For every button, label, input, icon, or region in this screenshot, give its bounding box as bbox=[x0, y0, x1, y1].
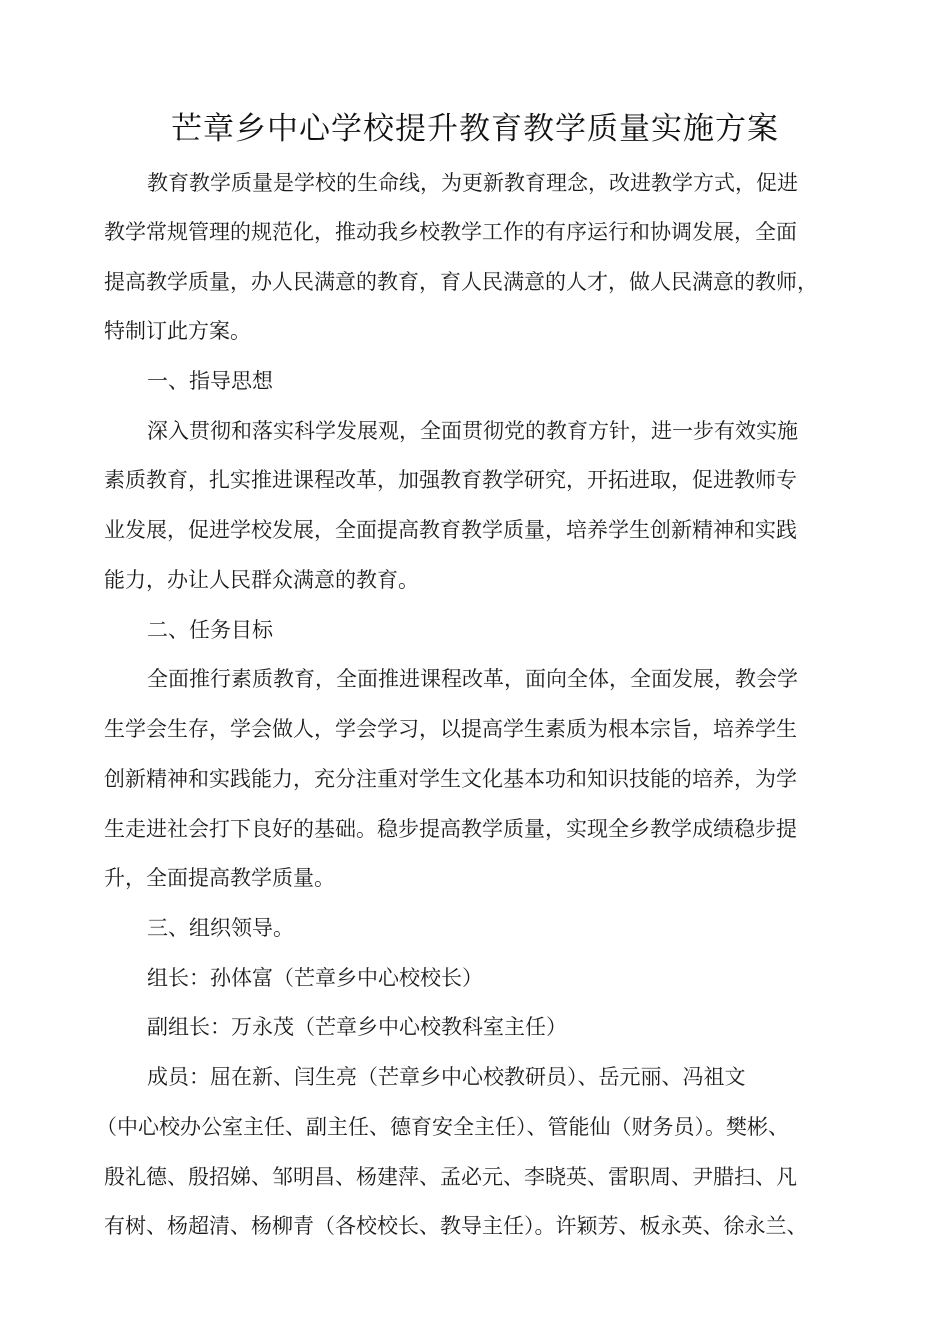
body-line: 生学会生存，学会做人，学会学习，以提高学生素质为根本宗旨，培养学生 bbox=[104, 717, 797, 741]
body-line: 组长：孙体富（芒章乡中心校校长） bbox=[147, 966, 483, 990]
section-heading: 三、组织领导。 bbox=[147, 916, 294, 940]
body-line: 能力，办让人民群众满意的教育。 bbox=[104, 568, 419, 592]
body-line: 特制订此方案。 bbox=[104, 319, 251, 343]
section-heading: 二、任务目标 bbox=[147, 618, 273, 642]
body-line: 素质教育，扎实推进课程改革，加强教育教学研究，开拓进取，促进教师专 bbox=[104, 468, 797, 492]
body-line: 教学常规管理的规范化，推动我乡校教学工作的有序运行和协调发展，全面 bbox=[104, 220, 797, 244]
body-line: 升，全面提高教学质量。 bbox=[104, 866, 335, 890]
document-title: 芒章乡中心学校提升教育教学质量实施方案 bbox=[171, 111, 779, 147]
body-line: 深入贯彻和落实科学发展观，全面贯彻党的教育方针，进一步有效实施 bbox=[147, 419, 798, 443]
section-heading: 一、指导思想 bbox=[147, 369, 273, 393]
body-line: （中心校办公室主任、副主任、德育安全主任）、管能仙（财务员）。樊彬、 bbox=[96, 1115, 789, 1139]
body-line: 有树、杨超清、杨柳青（各校校长、教导主任）。许颖芳、板永英、徐永兰、 bbox=[104, 1214, 808, 1238]
body-line: 殷礼德、殷招娣、邹明昌、杨建萍、孟必元、李晓英、雷职周、尹腊扫、凡 bbox=[104, 1165, 797, 1189]
body-line: 生走进社会打下良好的基础。稳步提高教学质量，实现全乡教学成绩稳步提 bbox=[104, 817, 797, 841]
body-line: 教育教学质量是学校的生命线，为更新教育理念，改进教学方式，促进 bbox=[147, 171, 798, 195]
body-line: 全面推行素质教育，全面推进课程改革，面向全体，全面发展，教会学 bbox=[147, 667, 798, 691]
body-line: 成员：屈在新、闫生亮（芒章乡中心校教研员）、岳元丽、冯祖文 bbox=[147, 1065, 746, 1089]
body-line: 提高教学质量，办人民满意的教育，育人民满意的人才，做人民满意的教师， bbox=[104, 270, 818, 294]
body-line: 业发展，促进学校发展，全面提高教育教学质量，培养学生创新精神和实践 bbox=[104, 518, 797, 542]
body-line: 副组长：万永茂（芒章乡中心校教科室主任） bbox=[147, 1015, 567, 1039]
body-line: 创新精神和实践能力，充分注重对学生文化基本功和知识技能的培养，为学 bbox=[104, 767, 797, 791]
